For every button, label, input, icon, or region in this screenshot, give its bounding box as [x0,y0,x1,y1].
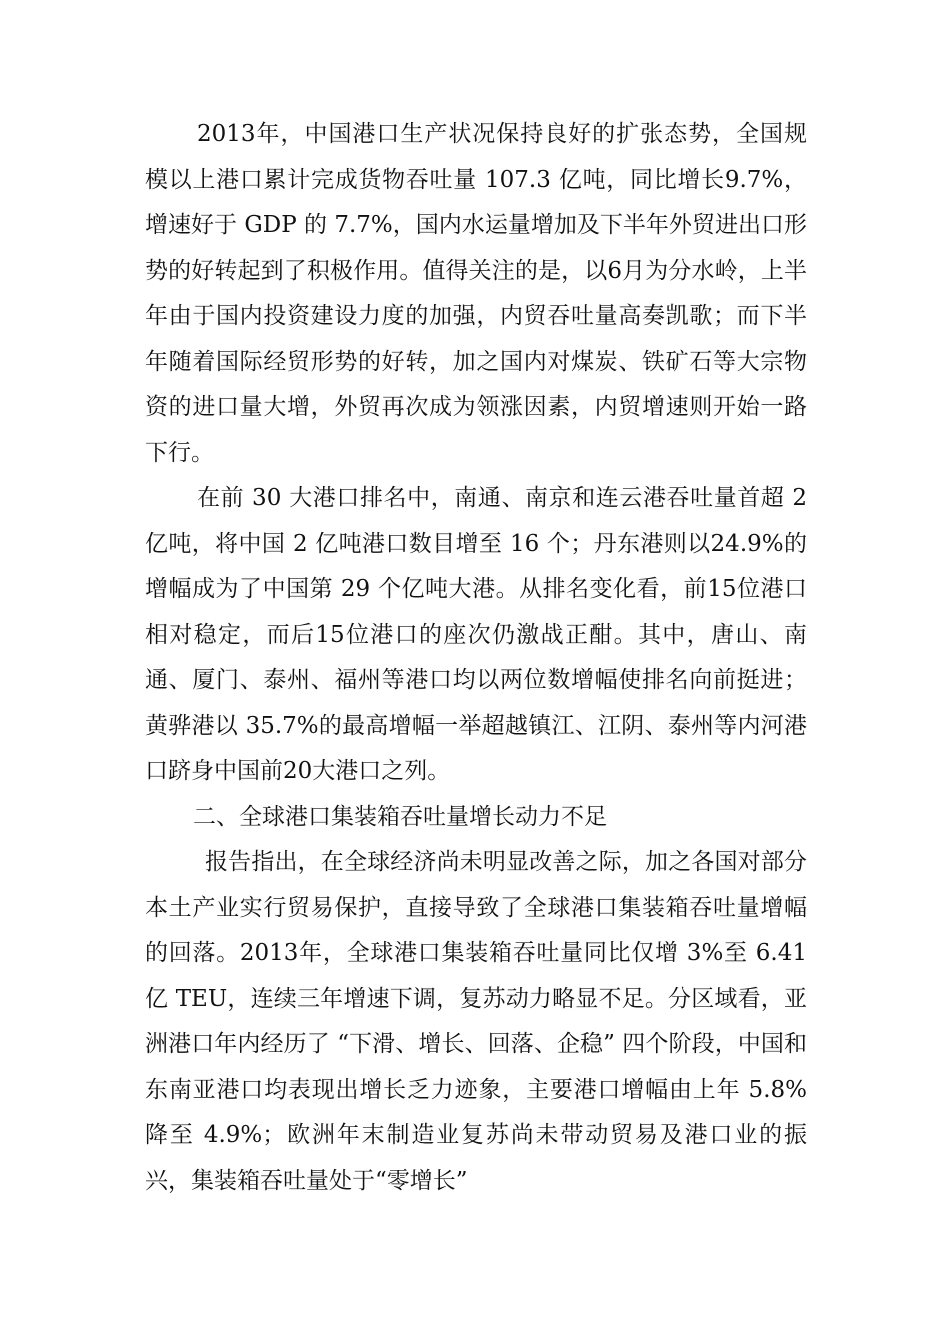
paragraph-global-container: 报告指出，在全球经济尚未明显改善之际，加之各国对部分本土产业实行贸易保护，直接导致了全球港口集装箱吞吐量增幅的回落。2013年，全球港口集装箱吞吐量同比仅增 3%至 6.41 亿 TEU，连续三年增速下调，复苏动力略显不足。分区域看，亚洲港口年内经历了 “下滑、增长、回落、企稳” 四个阶段，中国和东南亚港口均表现出增长乏力迹象，主要港口增幅由上年 5.8%降至 4.9%；欧洲年末制造业复苏尚未带动贸易及港口业的振兴，集装箱吞吐量处于“零增长” [145,849,807,1194]
paragraph-port-ranking: 在前 30 大港口排名中，南通、南京和连云港吞吐量首超 2 亿吨，将中国 2 亿吨港口数目增至 16 个；丹东港则以24.9%的增幅成为了中国第 29 个亿吨大港。从排名变化看，前15位港口相对稳定，而后15位港口的座次仍激战正酣。其中，唐山、南通、厦门、泰州、福州等港口均以两位数增幅使排名向前挺进；黄骅港以 35.7%的最高增幅一举超越镇江、江阴、泰州等内河港口跻身中国前20大港口之列。 [145,485,807,784]
section-heading: 二、全球港口集装箱吞吐量增长动力不足 [193,803,607,830]
paragraph-port-production: 2013年，中国港口生产状况保持良好的扩张态势，全国规模以上港口累计完成货物吞吐量 107.3 亿吨，同比增长9.7%，增速好于 GDP 的 7.7%，国内水运量增加及下半年外贸进出口形势的好转起到了积极作用。值得关注的是，以6月为分水岭，上半年由于国内投资建设力度的加强，内贸吞吐量高奏凯歌；而下半年随着国际经贸形势的好转，加之国内对煤炭、铁矿石等大宗物资的进口量大增，外贸再次成为领涨因素，内贸增速则开始一路下行。 [145,121,807,466]
document-body [145,112,807,1204]
